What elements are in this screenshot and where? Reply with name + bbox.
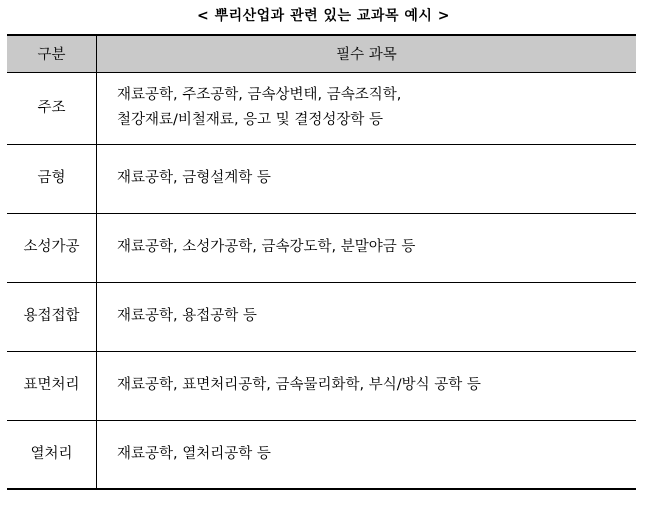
table-header-row	[7, 35, 636, 72]
row-subjects-line: 재료공학, 주조공학, 금속상변태, 금속조직학,	[117, 87, 402, 103]
row-subjects: 재료공학, 금형설계학 등	[97, 144, 637, 213]
table-row	[7, 213, 636, 282]
row-category: 표면처리	[7, 351, 97, 420]
row-subjects: 재료공학, 소성가공학, 금속강도학, 분말야금 등	[97, 213, 637, 282]
table-row	[7, 72, 636, 144]
subjects-table	[7, 34, 636, 490]
row-category: 주조	[7, 72, 97, 144]
table-row	[7, 420, 636, 489]
header-subjects: 필수 과목	[97, 35, 637, 72]
row-category: 용접접합	[7, 282, 97, 351]
row-subjects	[97, 72, 637, 144]
document-title: < 뿌리산업과 관련 있는 교과목 예시 >	[196, 8, 451, 24]
row-category: 금형	[7, 144, 97, 213]
table-row	[7, 282, 636, 351]
row-subjects-line: 철강재료/비철재료, 응고 및 결정성장학 등	[117, 112, 384, 128]
row-subjects: 재료공학, 용접공학 등	[97, 282, 637, 351]
row-category: 열처리	[7, 420, 97, 489]
table-row	[7, 351, 636, 420]
row-subjects: 재료공학, 표면처리공학, 금속물리화학, 부식/방식 공학 등	[97, 351, 637, 420]
row-category: 소성가공	[7, 213, 97, 282]
table-row	[7, 144, 636, 213]
row-subjects: 재료공학, 열처리공학 등	[97, 420, 637, 489]
header-category: 구분	[7, 35, 97, 72]
